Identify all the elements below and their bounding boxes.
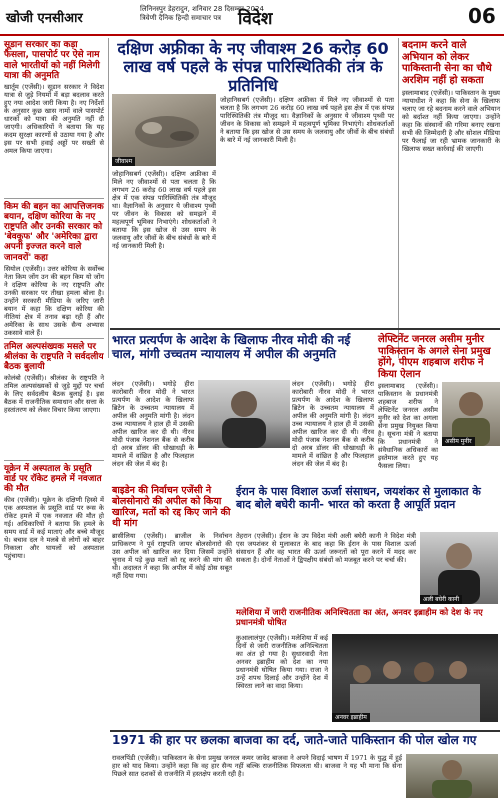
page-number: 06 xyxy=(468,4,496,28)
story-asim-munir-headline-box xyxy=(378,334,500,378)
story-headline: मलेशिया में जारी राजनीतिक अनिश्चितता का अंत, अनवर इब्राहीम को देश के नए प्रधानमंत्री घोषित xyxy=(236,607,483,627)
story-headline: लेफ्टिनेंट जनरल असीम मुनीर पाकिस्तान के अगले सेना प्रमुख होंगे, पीएम शहबाज शरीफ ने किया ऐलान xyxy=(378,334,491,380)
dateline-line-1: लिनिनस्पुर डेहरादुन, शनिवार 28 दिसम्बर 2024 xyxy=(140,5,264,13)
story-ukraine xyxy=(4,464,104,794)
story-pak-army-campaign xyxy=(402,40,500,326)
story-bolsonaro-headline-box xyxy=(112,486,232,528)
story-body: जोहानिसबर्ग (एजेंसी)। दक्षिण अफ्रीका में मिले नए जीवाश्मों से पता चलता है कि लगभग 26 करोड़ 60 लाख वर्ष पहले इस क्षेत्र में एक संपन्न पारिस्थितिकी तंत्र मौजूद था। वैज्ञानिकों के अनुसार ये जीवाश्म पृथ्वी पर जीवन के विकास को समझने में महत्वपूर्ण भूमिका निभाएंगे। शोधकर्ताओं ने बताया कि इस खोज से उस समय के जलवायु और जीवों के बीच संबंधों के बारे में नई जानकारी मिली है। xyxy=(220,96,394,144)
brand-name: खोजी एनसीआर xyxy=(6,11,83,26)
story-headline: तमिल अल्पसंख्यक मसले पर श्रीलंका के राष्ट्रपति ने सर्वदलीय बैठक बुलायी xyxy=(4,342,104,373)
story-bajwa-headline-box xyxy=(112,734,498,752)
story-malaysia-headline-box xyxy=(236,608,498,632)
bagheri-kani-photo xyxy=(420,532,498,604)
story-nirav-modi-headline-box xyxy=(112,334,374,376)
story-body: सियोल (एजेंसी)। उत्तर कोरिया के सर्वोच्च नेता किम जोंग उन की बहन किम यो जोंग ने दक्षिण कोरिया के नए राष्ट्रपति और उनकी सरकार पर तीखा हमला बोला है। उन्होंने सरकारी मीडिया के जरिए जारी बयान में कहा कि दक्षिण कोरिया की नीतियां क्षेत्र में तनाव बढ़ा रही हैं और अमेरिका के साथ उसके सैन्य अभ्यास उकसावे वाले हैं। xyxy=(4,264,104,337)
story-headline: दक्षिण अफ्रीका के नए जीवाश्म 26 करोड़ 60 लाख वर्ष पहले के संपन्न पारिस्थितिकी तंत्र के प्रतिनिधि xyxy=(117,39,389,95)
divider xyxy=(4,460,104,461)
story-headline: किम की बहन का आपत्तिजनक बयान, दक्षिण कोरिया के नए राष्ट्रपति और उनकी सरकार को 'बेवकूफ' और 'अमेरिका द्वारा अपनी इज्जत करने वाले जानवरों' कहा xyxy=(4,202,104,263)
photo-caption: अली बघेरी कानी xyxy=(420,595,462,604)
story-body: ब्रासीलिया (एजेंसी)। ब्राजील के निर्वाचन प्राधिकरण ने पूर्व राष्ट्रपति जायर बोलसोनारो की उस अपील को खारिज कर दिया जिसमें उन्होंने चुनाव में पड़े कुछ मतों को रद्द करने की मांग की थी। अदालत ने कहा कि अपील में कोई ठोस सबूत नहीं दिया गया। xyxy=(112,532,232,580)
story-headline: सूडान सरकार का कड़ा फैसला, पासपोर्ट पर ऐसे नाम वाले भारतीयों को नहीं मिलेगी यात्रा की अनुमति xyxy=(4,40,100,82)
photo-caption: जीवाश्म xyxy=(112,157,135,166)
story-body: कोलंबो (एजेंसी)। श्रीलंका के राष्ट्रपति ने तमिल अल्पसंख्यकों से जुड़े मुद्दों पर चर्चा के लिए सर्वदलीय बैठक बुलाई है। इस बैठक में राजनीतिक समाधान और सत्ता के हस्तांतरण को लेकर विचार किया जाएगा। xyxy=(4,374,104,415)
section-title: विदेश xyxy=(238,9,273,29)
column-divider xyxy=(398,38,399,358)
photo-caption: असीम मुनीर xyxy=(442,437,475,446)
photo-caption: अनवर इब्राहीम xyxy=(332,713,370,722)
story-body: लंदन (एजेंसी)। भगोड़े हीरा कारोबारी नीरव मोदी ने भारत प्रत्यर्पण के आदेश के खिलाफ ब्रिटेन के उच्चतम न्यायालय में अपील की अनुमति मांगी है। लंदन उच्च न्यायालय ने हाल ही में उसकी अपील खारिज कर दी थी। नीरव मोदी पंजाब नेशनल बैंक से करीब दो अरब डॉलर की धोखाधड़ी के मामले में वांछित है और फिलहाल लंदन की जेल में बंद है। xyxy=(112,380,194,468)
story-headline: 1971 की हार पर छलका बाजवा का दर्द, जाते-जाते पाकिस्तान की पोल खोल गए xyxy=(112,733,477,747)
crowd-icon xyxy=(332,634,498,722)
story-headline: बदनाम करने वाले अभियान को लेकर पाकिस्तानी सेना का चौथे अरशिम नहीं हो सकता xyxy=(402,40,492,86)
story-kim-sister xyxy=(4,202,104,337)
story-body: कुआलालंपुर (एजेंसी)। मलेशिया में कई दिनों से जारी राजनीतिक अनिश्चितता का अंत हो गया है। सुधारवादी नेता अनवर इब्राहीम को देश का नया प्रधानमंत्री घोषित किया गया। राजा ने उन्हें शपथ दिलाई और उन्होंने देश में स्थिरता लाने का वादा किया। xyxy=(236,634,329,690)
story-body: कीव (एजेंसी)। यूक्रेन के दक्षिणी हिस्से में एक अस्पताल के प्रसूति वार्ड पर रूस के रॉकेट हमले में एक नवजात की मौत हो गई। अधिकारियों ने बताया कि हमले के समय वार्ड में कई माताएं और बच्चे मौजूद थे। बचाव दल ने मलबे से लोगों को बाहर निकाला और घायलों को अस्पताल पहुंचाया। xyxy=(4,496,104,561)
person-icon xyxy=(420,532,498,604)
story-body: इस्लामाबाद (एजेंसी)। पाकिस्तान के मुख्य न्यायाधीश ने कहा कि सेना के खिलाफ चलाए जा रहे बदनाम करने वाले अभियान को बर्दाश्त नहीं किया जाएगा। उन्होंने कहा कि संस्थानों की गरिमा बनाए रखना सभी की जिम्मेदारी है और सोशल मीडिया पर फैलाई जा रही भ्रामक जानकारी के खिलाफ सख्त कार्रवाई की जाएगी। xyxy=(402,89,500,153)
column-divider xyxy=(108,38,109,358)
section-divider xyxy=(110,730,500,732)
nirav-modi-photo xyxy=(198,380,290,448)
story-body: इस्लामाबाद (एजेंसी)। पाकिस्तान के प्रधानमंत्री शहबाज शरीफ ने लेफ्टिनेंट जनरल असीम मुनीर को देश का अगला सेना प्रमुख नियुक्त किया है। सूचना मंत्री ने बताया कि प्रधानमंत्री ने संवैधानिक अधिकारों का इस्तेमाल करते हुए यह फैसला लिया। xyxy=(378,382,438,470)
person-icon xyxy=(198,380,290,448)
story-headline: भारत प्रत्यर्पण के आदेश के खिलाफ नीरव मोदी की नई चाल, मांगी उच्चतम न्यायालय में अपील की अनुमति xyxy=(112,333,351,361)
divider xyxy=(4,198,104,199)
person-icon xyxy=(406,754,498,798)
story-body-continued: जोहानिसबर्ग (एजेंसी)। दक्षिण अफ्रीका में मिले नए जीवाश्मों से पता चलता है कि लगभग 26 करोड़ 60 लाख वर्ष पहले इस क्षेत्र में एक संपन्न पारिस्थितिकी तंत्र मौजूद था। वैज्ञानिकों के अनुसार ये जीवाश्म पृथ्वी पर जीवन के विकास को समझने में महत्वपूर्ण भूमिका निभाएंगे। शोधकर्ताओं ने बताया कि इस खोज से उस समय के जलवायु और जीवों के बीच संबंधों के बारे में नई जानकारी मिली है। xyxy=(112,170,216,250)
anwar-ibrahim-photo xyxy=(332,634,498,722)
story-body-continued: लंदन (एजेंसी)। भगोड़े हीरा कारोबारी नीरव मोदी ने भारत प्रत्यर्पण के आदेश के खिलाफ ब्रिटेन के उच्चतम न्यायालय में अपील की अनुमति मांगी है। लंदन उच्च न्यायालय ने हाल ही में उसकी अपील खारिज कर दी थी। नीरव मोदी पंजाब नेशनल बैंक से करीब दो अरब डॉलर की धोखाधड़ी के मामले में वांछित है और फिलहाल लंदन की जेल में बंद है। xyxy=(292,380,374,468)
fossil-icon xyxy=(112,94,216,166)
story-headline: ईरान के पास विशाल ऊर्जा संसाधन, जयशंकर से मुलाकात के बाद बोले बघेरी कानी- भारत को करता है आपूर्ति प्रदान xyxy=(236,485,481,511)
bajwa-photo xyxy=(406,754,498,798)
story-body: खार्तूम (एजेंसी)। सूडान सरकार ने विदेश यात्रा से जुड़े नियमों में बड़ा बदलाव करते हुए नया आदेश जारी किया है। नए निर्देशों के अनुसार कुछ खास नामों वाले पासपोर्ट धारकों को यात्रा की अनुमति नहीं दी जाएगी। अधिकारियों ने बताया कि यह कदम सुरक्षा कारणों से उठाया गया है और इस पर सभी हवाई अड्डों पर सख्ती से अमल किया जाएगा। xyxy=(4,83,104,156)
dateline-line-2: त्रिवेणी दैनिक हिन्दी समाचार पत्र xyxy=(140,14,222,22)
story-headline: बाइडेन की निर्वाचन एजेंसी ने बोलसोनारो की अपील को किया खारिज, मतों को रद्द किए जाने की थी मांग xyxy=(112,485,231,529)
story-fossils-headline-box xyxy=(112,39,394,95)
asim-munir-photo xyxy=(442,382,500,446)
story-body: रावलपिंडी (एजेंसी)। पाकिस्तान के सेना प्रमुख जनरल कमर जावेद बाजवा ने अपने विदाई भाषण में 1971 के युद्ध में हुई हार को याद किया। उन्होंने कहा कि वह हार सैन्य नहीं बल्कि राजनीतिक विफलता थी। बाजवा ने यह भी माना कि सेना पिछले सात दशकों से राजनीति में हस्तक्षेप करती रही है। xyxy=(112,754,402,778)
story-srilanka xyxy=(4,342,104,452)
section-divider xyxy=(110,328,500,330)
divider xyxy=(4,338,104,339)
story-headline: यूक्रेन में अस्पताल के प्रसूति वार्ड पर रॉकेट हमले में नवजात की मौत xyxy=(4,464,102,495)
story-iran-headline-box xyxy=(236,486,498,528)
story-body: तेहरान (एजेंसी)। ईरान के उप विदेश मंत्री अली बघेरी कानी ने विदेश मंत्री एस जयशंकर से मुलाकात के बाद कहा कि ईरान के पास विशाल ऊर्जा संसाधन हैं और वह भारत की ऊर्जा जरूरतों को पूरा करने में मदद कर सकता है। दोनों नेताओं ने द्विपक्षीय संबंधों को मजबूत करने पर चर्चा की। xyxy=(236,532,416,564)
story-sudan xyxy=(4,40,104,156)
fossil-photo xyxy=(112,94,216,166)
masthead xyxy=(0,0,504,36)
